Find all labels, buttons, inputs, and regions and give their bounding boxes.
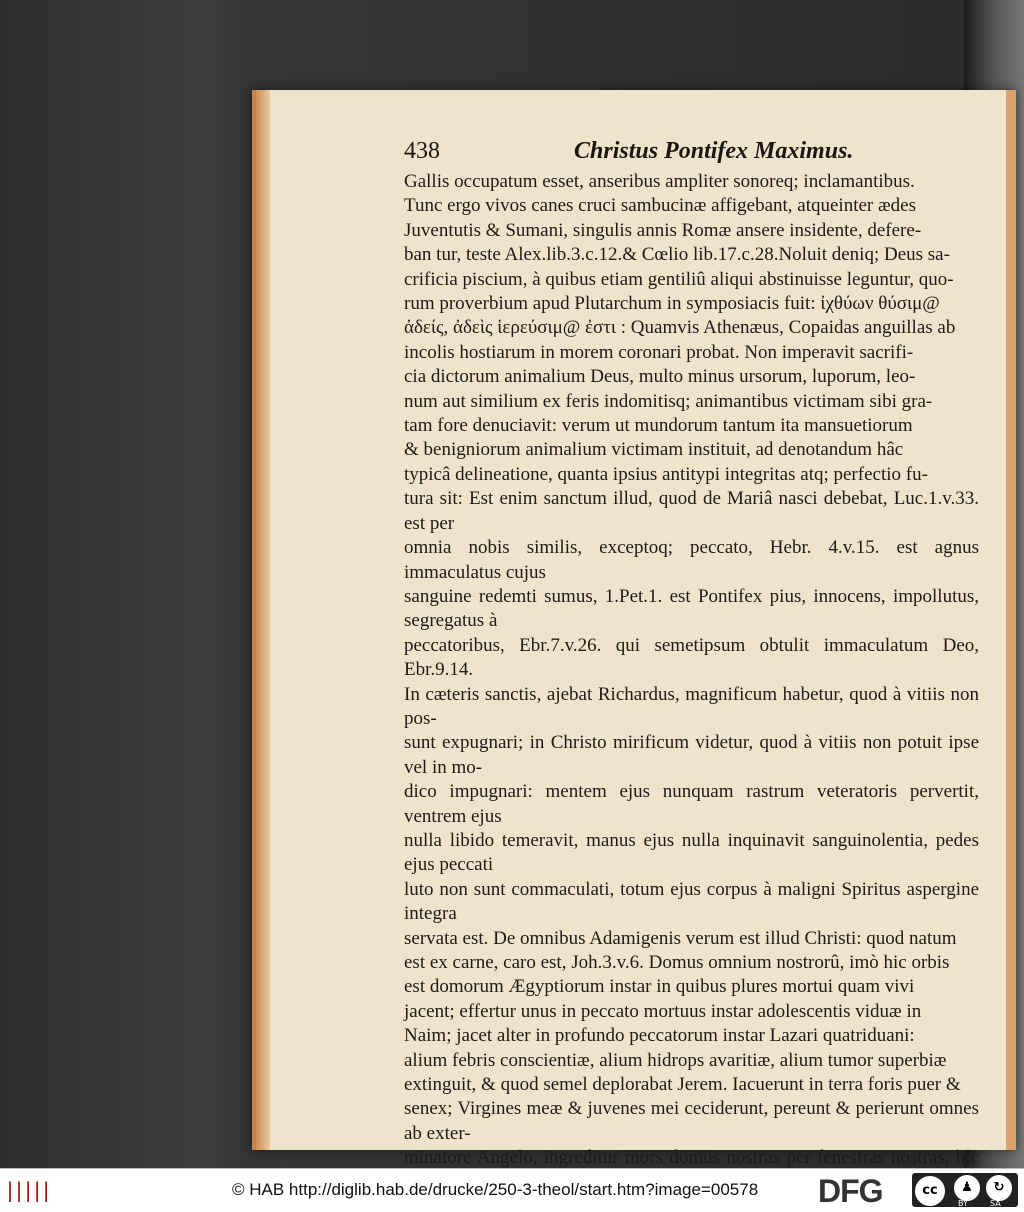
cc-icon: cc	[915, 1176, 945, 1206]
text-line: typicâ delineatione, quanta ipsius antitypi integritas atq; perfectio fu-	[404, 463, 928, 485]
running-title: Christus Pontifex Maximus.	[574, 138, 854, 164]
text-line: In cæteris sanctis, ajebat Richardus, magnificum habetur, quod à vitiis non pos-	[404, 683, 979, 729]
text-line: cia dictorum animalium Deus, multo minus ursorum, luporum, leo-	[404, 366, 916, 388]
text-line: tura sit: Est enim sanctum illud, quod de Mariâ nasci debebat, Luc.1.v.33. est per	[404, 488, 979, 534]
text-line: Naim; jacet alter in profundo peccatorum instar Lazari quatriduani:	[404, 1025, 915, 1047]
cc-license-badge[interactable]	[912, 1173, 1018, 1207]
page-header	[404, 138, 964, 170]
text-line: Juventutis & Sumani, singulis annis Romæ ansere insidente, defere-	[404, 219, 922, 241]
page-body-text	[404, 170, 979, 1168]
text-line: est domorum Ægyptiorum instar in quibus plures mortui quam vivi	[404, 976, 915, 998]
sa-icon: ↻	[986, 1175, 1012, 1201]
text-line: alium febris conscientiæ, alium hidrops avaritiæ, alium tumor superbiæ	[404, 1049, 947, 1071]
text-line: peccatoribus, Ebr.7.v.26. qui semetipsum obtulit immaculatum Deo, Ebr.9.14.	[404, 634, 979, 681]
text-line: crificia piscium, à quibus etiam gentiliû aliqui abstinuisse leguntur, quo-	[404, 268, 954, 290]
text-line: rum proverbium apud Plutarchum in symposiacis fuit: ἰχθύων θύσιμ@	[404, 293, 940, 315]
text-line: ἀδείς, ἀδεὶς ἱερεύσιμ@ ἐστι : Quamvis Athenæus, Copaidas anguillas ab	[404, 317, 956, 339]
text-line: sunt expugnari; in Christo mirificum videtur, quod à vitiis non potuit ipse vel in mo-	[404, 732, 979, 778]
text-line: omnia nobis similis, exceptoq; peccato, Hebr. 4.v.15. est agnus immaculatus cujus	[404, 537, 979, 583]
text-line: senex; Virgines meæ & juvenes mei ceciderunt, pereunt & perierunt omnes ab exter-	[404, 1098, 979, 1144]
paragraph-1	[404, 170, 979, 1168]
hab-logo-icon[interactable]: |||||	[4, 1178, 50, 1202]
by-icon: ♟	[954, 1175, 980, 1201]
text-line: ban tur, teste Alex.lib.3.c.12.& Cœlio lib.17.c.28.Noluit deniq; Deus sa-	[404, 244, 950, 266]
text-line: extinguit, & quod semel deplorabat Jerem. Iacuerunt in terra foris puer &	[404, 1074, 961, 1096]
text-line: nulla libido temeravit, manus ejus nulla inquinavit sanguinolentia, pedes ejus peccati	[404, 829, 979, 876]
text-line: minatore Angelo, ingreditur mors domus nostras per fenestras nostras, hîc	[404, 1147, 979, 1168]
by-label: BY	[958, 1199, 968, 1208]
copyright-link[interactable]: © HAB http://diglib.hab.de/drucke/250-3-theol/start.htm?image=00578	[232, 1180, 759, 1199]
text-line: & benigniorum animalium victimam instituit, ad denotandum hâc	[404, 439, 904, 461]
viewer-footer	[0, 1168, 1024, 1212]
page-number: 438	[404, 138, 440, 164]
text-line: incolis hostiarum in morem coronari probat. Non imperavit sacrifi-	[404, 341, 914, 363]
text-line: jacent; effertur unus in peccato mortuus instar adolescentis viduæ in	[404, 1000, 922, 1022]
text-line: tam fore denuciavit: verum ut mundorum tantum ita mansuetiorum	[404, 415, 913, 437]
book-page	[252, 90, 1016, 1168]
text-line: num aut similium ex feris indomitisq; animantibus victimam sibi gra-	[404, 390, 933, 412]
dfg-logo[interactable]: DFG	[818, 1173, 883, 1209]
text-line: servata est. De omnibus Adamigenis verum est illud Christi: quod natum	[404, 927, 957, 949]
text-line: luto non sunt commaculati, totum ejus corpus à maligni Spiritus aspergine integra	[404, 878, 979, 925]
text-line: dico impugnari: mentem ejus nunquam rastrum veteratoris pervertit, ventrem ejus	[404, 781, 979, 827]
text-line: sanguine redemti sumus, 1.Pet.1. est Pontifex pius, innocens, impollutus, segregatus à	[404, 585, 979, 632]
text-line: Gallis occupatum esset, anseribus ampliter sonoreq; inclamantibus.	[404, 171, 915, 192]
text-line: Tunc ergo vivos canes cruci sambucinæ affigebant, atqueinter ædes	[404, 195, 916, 217]
sa-label: SA	[990, 1199, 1001, 1208]
text-line: est ex carne, caro est, Joh.3.v.6. Domus omnium nostrorû, imò hic orbis	[404, 952, 950, 973]
